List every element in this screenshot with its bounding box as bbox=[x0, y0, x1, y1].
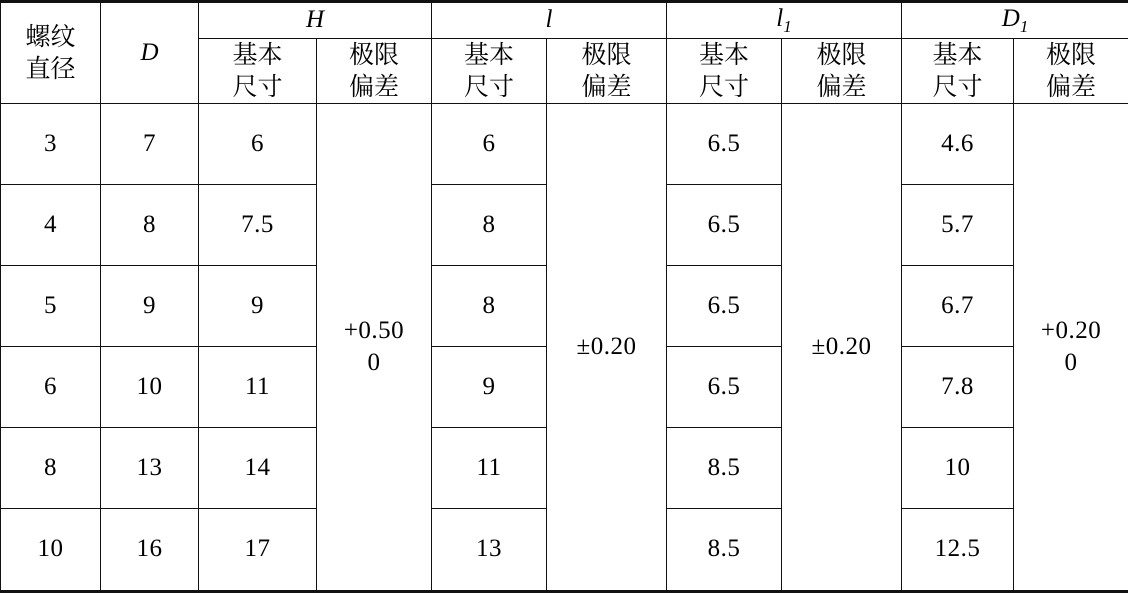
cell-D1-basic: 10 bbox=[902, 427, 1014, 508]
cell-H-basic: 6 bbox=[199, 103, 317, 184]
cell-thread: 8 bbox=[1, 427, 101, 508]
cell-l1-basic: 8.5 bbox=[667, 427, 782, 508]
cell-H-basic: 7.5 bbox=[199, 184, 317, 265]
cell-thread: 10 bbox=[1, 508, 101, 591]
header-row-groups bbox=[1, 2, 1128, 39]
cell-l1-deviation: ±0.20 bbox=[782, 103, 902, 591]
header-group-l: l bbox=[432, 2, 667, 39]
cell-l-basic: 13 bbox=[432, 508, 547, 591]
cell-l1-basic: 8.5 bbox=[667, 508, 782, 591]
header-l1-deviation: 极限 偏差 bbox=[782, 38, 902, 103]
header-l1-basic: 基本 尺寸 bbox=[667, 38, 782, 103]
cell-D1-basic: 7.8 bbox=[902, 346, 1014, 427]
header-group-l1-subscript: 1 bbox=[783, 17, 792, 36]
cell-D1-basic: 6.7 bbox=[902, 265, 1014, 346]
cell-l1-basic: 6.5 bbox=[667, 265, 782, 346]
table-body bbox=[1, 103, 1128, 591]
cell-l1-basic: 6.5 bbox=[667, 103, 782, 184]
header-l-basic: 基本 尺寸 bbox=[432, 38, 547, 103]
cell-H-basic: 14 bbox=[199, 427, 317, 508]
cell-l-deviation: ±0.20 bbox=[547, 103, 667, 591]
header-H-deviation: 极限 偏差 bbox=[317, 38, 432, 103]
header-D1-basic: 基本 尺寸 bbox=[902, 38, 1014, 103]
cell-D: 10 bbox=[101, 346, 199, 427]
table-row bbox=[1, 103, 1128, 184]
cell-D: 13 bbox=[101, 427, 199, 508]
cell-H-basic: 11 bbox=[199, 346, 317, 427]
header-thread-diameter bbox=[1, 2, 101, 104]
header-group-D1-subscript: 1 bbox=[1019, 17, 1029, 36]
header-group-H: H bbox=[199, 2, 432, 39]
cell-thread: 5 bbox=[1, 265, 101, 346]
header-group-D1: $D_1$ bbox=[902, 2, 1128, 39]
header-D: D bbox=[101, 2, 199, 104]
H-deviation-upper: +0.50 bbox=[343, 316, 405, 344]
cell-l-basic: 9 bbox=[432, 346, 547, 427]
cell-D1-deviation bbox=[1014, 103, 1128, 591]
header-l-deviation: 极限 偏差 bbox=[547, 38, 667, 103]
cell-thread: 3 bbox=[1, 103, 101, 184]
cell-D: 8 bbox=[101, 184, 199, 265]
header-thread-diameter-line1: 螺纹 bbox=[25, 21, 76, 51]
cell-l-basic: 6 bbox=[432, 103, 547, 184]
cell-D1-basic: 5.7 bbox=[902, 184, 1014, 265]
cell-H-basic: 17 bbox=[199, 508, 317, 591]
cell-H-basic: 9 bbox=[199, 265, 317, 346]
header-D1-deviation: 极限 偏差 bbox=[1014, 38, 1128, 103]
cell-H-deviation bbox=[317, 103, 432, 591]
cell-D1-basic: 4.6 bbox=[902, 103, 1014, 184]
cell-thread: 6 bbox=[1, 346, 101, 427]
cell-D: 9 bbox=[101, 265, 199, 346]
cell-l1-basic: 6.5 bbox=[667, 346, 782, 427]
cell-thread: 4 bbox=[1, 184, 101, 265]
header-group-l1: $l_1$ bbox=[667, 2, 902, 39]
H-deviation-lower: 0 bbox=[367, 348, 381, 376]
header-thread-diameter-line2: 直径 bbox=[25, 53, 76, 83]
cell-D: 16 bbox=[101, 508, 199, 591]
header-H-basic: 基本 尺寸 bbox=[199, 38, 317, 103]
cell-D: 7 bbox=[101, 103, 199, 184]
cell-l-basic: 8 bbox=[432, 265, 547, 346]
cell-l1-basic: 6.5 bbox=[667, 184, 782, 265]
D1-deviation-upper: +0.20 bbox=[1040, 316, 1102, 344]
cell-l-basic: 8 bbox=[432, 184, 547, 265]
cell-D1-basic: 12.5 bbox=[902, 508, 1014, 591]
cell-l-basic: 11 bbox=[432, 427, 547, 508]
D1-deviation-lower: 0 bbox=[1064, 348, 1078, 376]
